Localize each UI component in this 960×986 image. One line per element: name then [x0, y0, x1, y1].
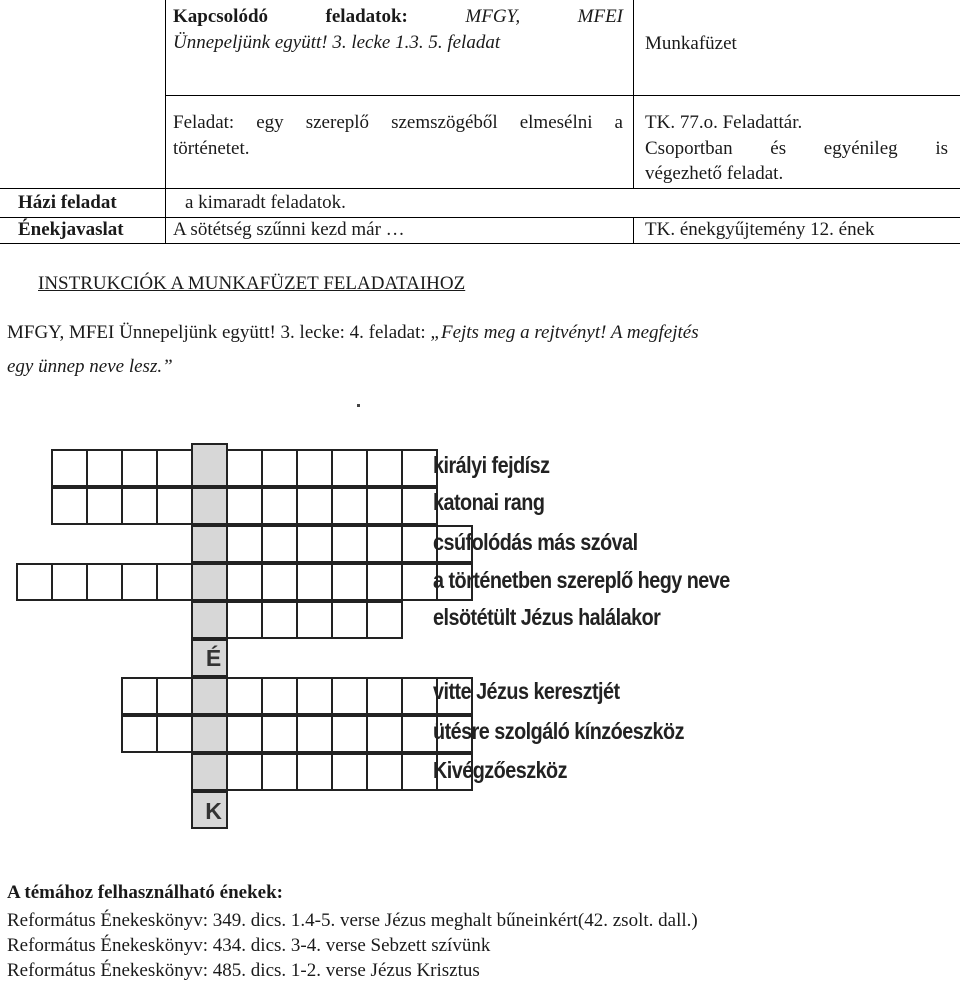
crossword-cell	[331, 487, 368, 525]
related-tasks	[173, 6, 623, 28]
crossword-cell	[156, 563, 193, 601]
song-value: A sötétség szűnni kezd már …	[173, 219, 405, 240]
related-lesson: Ünnepeljünk együtt! 3. lecke 1.3. 5. feladat	[173, 32, 501, 53]
clue-3: csúfolódás más szóval	[433, 529, 638, 555]
crossword-cell	[296, 563, 333, 601]
related-value: MFGY, MFEI	[465, 6, 623, 27]
clue-1: királyi fejdísz	[433, 452, 550, 478]
crossword-cell	[226, 715, 263, 753]
crossword-cell	[331, 715, 368, 753]
clue-6: vitte Jézus keresztjét	[433, 678, 620, 704]
crossword-cell	[226, 487, 263, 525]
crossword-cell	[366, 601, 403, 639]
crossword-cell	[296, 601, 333, 639]
clue-2: katonai rang	[433, 489, 545, 515]
crossword-cell	[191, 601, 228, 639]
instructions-line1	[7, 322, 699, 344]
crossword-cell	[156, 677, 193, 715]
group-note-line2: végezhető feladat.	[645, 163, 784, 184]
instructions-line2: egy ünnep neve lesz.”	[7, 356, 173, 377]
crossword-cell	[331, 753, 368, 791]
crossword-letter-e: É	[205, 645, 222, 671]
crossword-cell	[86, 449, 123, 487]
textbook-ref: TK. 77.o. Feladattár.	[645, 112, 803, 133]
homework-label: Házi feladat	[18, 192, 117, 213]
crossword-cell	[191, 677, 228, 715]
task-text-line1: Feladat: egy szereplő szemszögéből elmesélni a	[173, 112, 623, 133]
crossword-cell	[261, 563, 298, 601]
crossword-cell	[261, 677, 298, 715]
crossword-cell	[121, 715, 158, 753]
crossword-cell	[16, 563, 53, 601]
crossword-cell	[226, 753, 263, 791]
crossword-cell	[226, 677, 263, 715]
crossword-cell	[51, 449, 88, 487]
crossword-cell	[156, 487, 193, 525]
crossword-cell	[261, 715, 298, 753]
workbook-label: Munkafüzet	[645, 33, 737, 54]
crossword-cell	[226, 563, 263, 601]
crossword-cell	[296, 487, 333, 525]
crossword-cell	[331, 563, 368, 601]
crossword-cell	[261, 487, 298, 525]
songs-heading: A témához felhasználható énekek:	[7, 882, 284, 903]
crossword-cell	[331, 601, 368, 639]
crossword-cell	[191, 487, 228, 525]
crossword-cell	[86, 563, 123, 601]
crossword-cell	[156, 449, 193, 487]
clue-5: elsötétült Jézus halálakor	[433, 604, 661, 630]
clue-7: ütésre szolgáló kínzóeszköz	[433, 718, 684, 744]
instructions-italic-1: „Fejts meg a rejtvényt! A megfejtés	[430, 322, 699, 343]
crossword-cell	[331, 677, 368, 715]
clue-4: a történetben szereplő hegy neve	[433, 567, 730, 593]
song-item-3: Református Énekeskönyv: 485. dics. 1-2. verse Jézus Krisztus	[7, 960, 480, 981]
crossword-cell	[296, 525, 333, 563]
crossword-cell	[331, 525, 368, 563]
crossword-letter-k: K	[205, 798, 222, 824]
crossword-cell	[191, 715, 228, 753]
crossword-cell	[261, 753, 298, 791]
song-item-2: Református Énekeskönyv: 434. dics. 3-4. verse Sebzett szívünk	[7, 935, 491, 956]
crossword-cell	[366, 563, 403, 601]
crossword-cell	[191, 563, 228, 601]
crossword-cell	[366, 525, 403, 563]
song-item-1: Református Énekeskönyv: 349. dics. 1.4-5. verse Jézus meghalt bűneinkért(42. zsolt. dall.)	[7, 910, 698, 931]
song-reference: TK. énekgyűjtemény 12. ének	[645, 219, 875, 240]
instructions-heading: INSTRUKCIÓK A MUNKAFÜZET FELADATAIHOZ	[38, 273, 466, 294]
crossword-cell	[191, 449, 228, 487]
crossword-cell	[121, 677, 158, 715]
task-text-line2: történetet.	[173, 138, 250, 159]
crossword-cell	[191, 525, 228, 563]
crossword-cell	[366, 715, 403, 753]
crossword-cell	[261, 525, 298, 563]
crossword-cell	[366, 487, 403, 525]
crossword-cell	[121, 563, 158, 601]
crossword-cell	[366, 753, 403, 791]
homework-value: a kimaradt feladatok.	[185, 192, 346, 213]
crossword-cell	[296, 753, 333, 791]
crossword-cell	[121, 449, 158, 487]
crossword-cell	[51, 487, 88, 525]
crossword-cell	[191, 443, 228, 451]
crossword-cell	[261, 449, 298, 487]
crossword-cell	[366, 677, 403, 715]
crossword-cell	[261, 601, 298, 639]
crossword-cell	[156, 715, 193, 753]
crossword-cell	[191, 753, 228, 791]
crossword-cell	[51, 563, 88, 601]
group-note-line1: Csoportban és egyénileg is	[645, 138, 948, 159]
crossword-cell	[121, 487, 158, 525]
crossword-cell	[331, 449, 368, 487]
stray-mark	[357, 404, 360, 407]
crossword-cell	[226, 525, 263, 563]
crossword-cell	[366, 449, 403, 487]
song-label: Énekjavaslat	[18, 219, 124, 240]
crossword-cell	[226, 449, 263, 487]
instructions-prefix: MFGY, MFEI Ünnepeljünk együtt! 3. lecke: 4. feladat:	[7, 322, 426, 343]
crossword-cell	[86, 487, 123, 525]
crossword-cell	[296, 715, 333, 753]
clue-8: Kivégzőeszköz	[433, 757, 567, 783]
crossword-cell	[296, 449, 333, 487]
crossword-cell	[296, 677, 333, 715]
related-label: Kapcsolódó feladatok:	[173, 6, 408, 27]
crossword-cell	[226, 601, 263, 639]
